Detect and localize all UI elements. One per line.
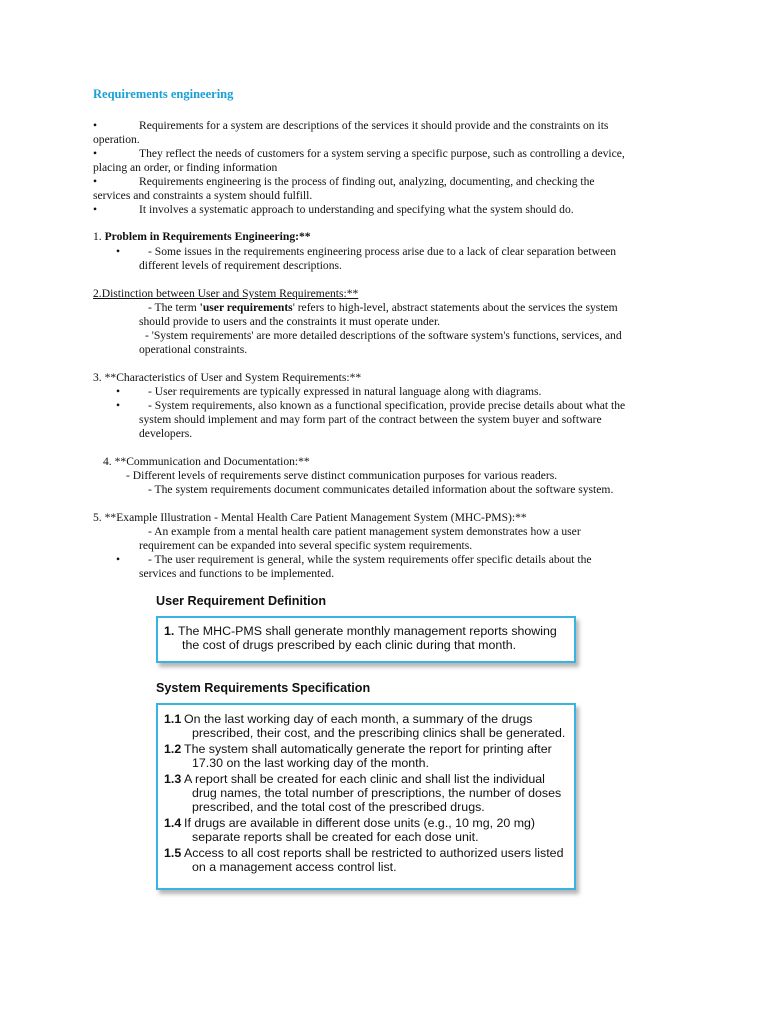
text-run: ' refers to high-level, abstract statements about the services the system [292, 301, 618, 314]
requirement-line: Access to all cost reports shall be restricted to authorized users listed [184, 846, 564, 860]
intro-bullet [93, 147, 675, 161]
bullet-text: Requirements engineering is the process of finding out, analyzing, documenting, and checking the [139, 175, 595, 188]
system-requirement-item [164, 816, 568, 846]
requirement-text [184, 712, 568, 740]
section-4-text: - The system requirements document communicates detailed information about the software system. [148, 483, 614, 496]
section-number: 1. [93, 230, 105, 243]
requirement-text [184, 846, 568, 874]
requirement-line: A report shall be created for each clinic and shall list the individual [184, 772, 545, 786]
requirement-number: 1.3 [164, 772, 182, 786]
bullet-marker: • [93, 147, 98, 160]
section-3-text-cont: developers. [139, 427, 193, 440]
requirement-line: the cost of drugs prescribed by each clinic during that month. [182, 638, 517, 653]
section-3-text: - User requirements are typically expressed in natural language along with diagrams. [148, 385, 542, 398]
requirement-number: 1.2 [164, 742, 182, 756]
system-requirement-item [164, 712, 568, 742]
intro-bullet [93, 203, 675, 217]
intro-bullet [93, 119, 675, 133]
system-requirement-item [164, 846, 568, 876]
section-2-heading: 2.Distinction between User and System Requirements:** [93, 287, 359, 300]
section-3-heading: 3. **Characteristics of User and System Requirements:** [93, 371, 362, 384]
section-title: Problem in Requirements Engineering:** [104, 230, 311, 243]
requirement-line: separate reports shall be created for each dose unit. [192, 830, 479, 845]
section-5-text-cont: requirement can be expanded into several specific system requirements. [139, 539, 473, 552]
bullet-marker: • [116, 553, 121, 566]
requirement-text [184, 772, 568, 815]
document-title: Requirements engineering [93, 87, 234, 101]
section-1-text: - Some issues in the requirements engineering process arise due to a lack of clear separation between [148, 245, 617, 258]
bullet-text: They reflect the needs of customers for a system serving a specific purpose, such as controlling a device, [139, 147, 625, 160]
requirement-number: 1.4 [164, 816, 182, 830]
section-2-text-cont: should provide to users and the constraints it must operate under. [139, 315, 441, 328]
section-4-text: - Different levels of requirements serve distinct communication purposes for various readers. [126, 469, 558, 482]
section-2-text: - 'System requirements' are more detailed descriptions of the software system's functions, services, and [145, 329, 622, 342]
bold-run: 'user requirements [199, 301, 293, 314]
section-4-heading: 4. **Communication and Documentation:** [103, 455, 310, 468]
section-1-heading [93, 230, 311, 244]
system-requirement-item [164, 742, 568, 772]
section-5-text: - The user requirement is general, while the system requirements offer specific details about the [148, 553, 592, 566]
requirement-text [184, 816, 568, 844]
requirement-line: If drugs are available in different dose units (e.g., 10 mg, 20 mg) [184, 816, 536, 830]
bullet-marker: • [116, 245, 121, 258]
section-3-text-cont: system should implement and may form part of the contract between the system buyer and software [139, 413, 602, 426]
bullet-marker: • [116, 385, 121, 398]
requirement-line: On the last working day of each month, a summary of the drugs [184, 712, 533, 726]
requirement-line: on a management access control list. [192, 860, 397, 875]
requirement-line: drug names, the total number of prescriptions, the number of doses [192, 786, 562, 801]
bullet-text-cont: placing an order, or finding information [93, 161, 278, 174]
section-2-text-cont: operational constraints. [139, 343, 248, 356]
bullet-text-cont: services and constraints a system should fulfill. [93, 189, 313, 202]
bullet-marker: • [93, 119, 98, 132]
section-5-text-cont: services and functions to be implemented. [139, 567, 335, 580]
text-run: - The term [148, 301, 200, 314]
requirement-line: 17.30 on the last working day of the month. [192, 756, 429, 771]
section-1-text-cont: different levels of requirement descriptions. [139, 259, 342, 272]
section-5-text: - An example from a mental health care patient management system demonstrates how a user [148, 525, 581, 538]
requirement-number: 1.1 [164, 712, 182, 726]
requirement-line: prescribed, their cost, and the prescribing clinics shall be generated. [192, 726, 566, 741]
system-requirement-item [164, 772, 568, 816]
requirements-figure [150, 588, 590, 898]
requirement-line: prescribed, and the total cost of the prescribed drugs. [192, 800, 485, 815]
bullet-marker: • [93, 203, 98, 216]
bullet-text: It involves a systematic approach to understanding and specifying what the system should do. [139, 203, 574, 216]
requirement-line: The MHC-PMS shall generate monthly management reports showing [178, 624, 557, 638]
requirement-number: 1. [164, 624, 175, 638]
requirement-line: The system shall automatically generate the report for printing after [184, 742, 552, 756]
section-3-text: - System requirements, also known as a functional specification, provide precise details about what the [148, 399, 626, 412]
intro-bullet [93, 175, 675, 189]
bullet-marker: • [93, 175, 98, 188]
requirement-number: 1.5 [164, 846, 182, 860]
bullet-marker: • [116, 399, 121, 412]
user-requirement-heading: User Requirement Definition [156, 594, 327, 608]
system-requirements-box [156, 703, 576, 890]
bullet-text: Requirements for a system are descriptions of the services it should provide and the constraints on its [139, 119, 609, 132]
system-requirements-heading: System Requirements Specification [156, 681, 371, 695]
user-requirement-item [164, 624, 568, 654]
section-5-heading: 5. **Example Illustration - Mental Health Care Patient Management System (MHC-PMS):** [93, 511, 527, 524]
bullet-text-cont: operation. [93, 133, 140, 146]
requirement-text [184, 742, 568, 770]
user-requirement-box [156, 616, 576, 663]
section-2-text [148, 301, 675, 315]
requirement-text [178, 624, 568, 652]
